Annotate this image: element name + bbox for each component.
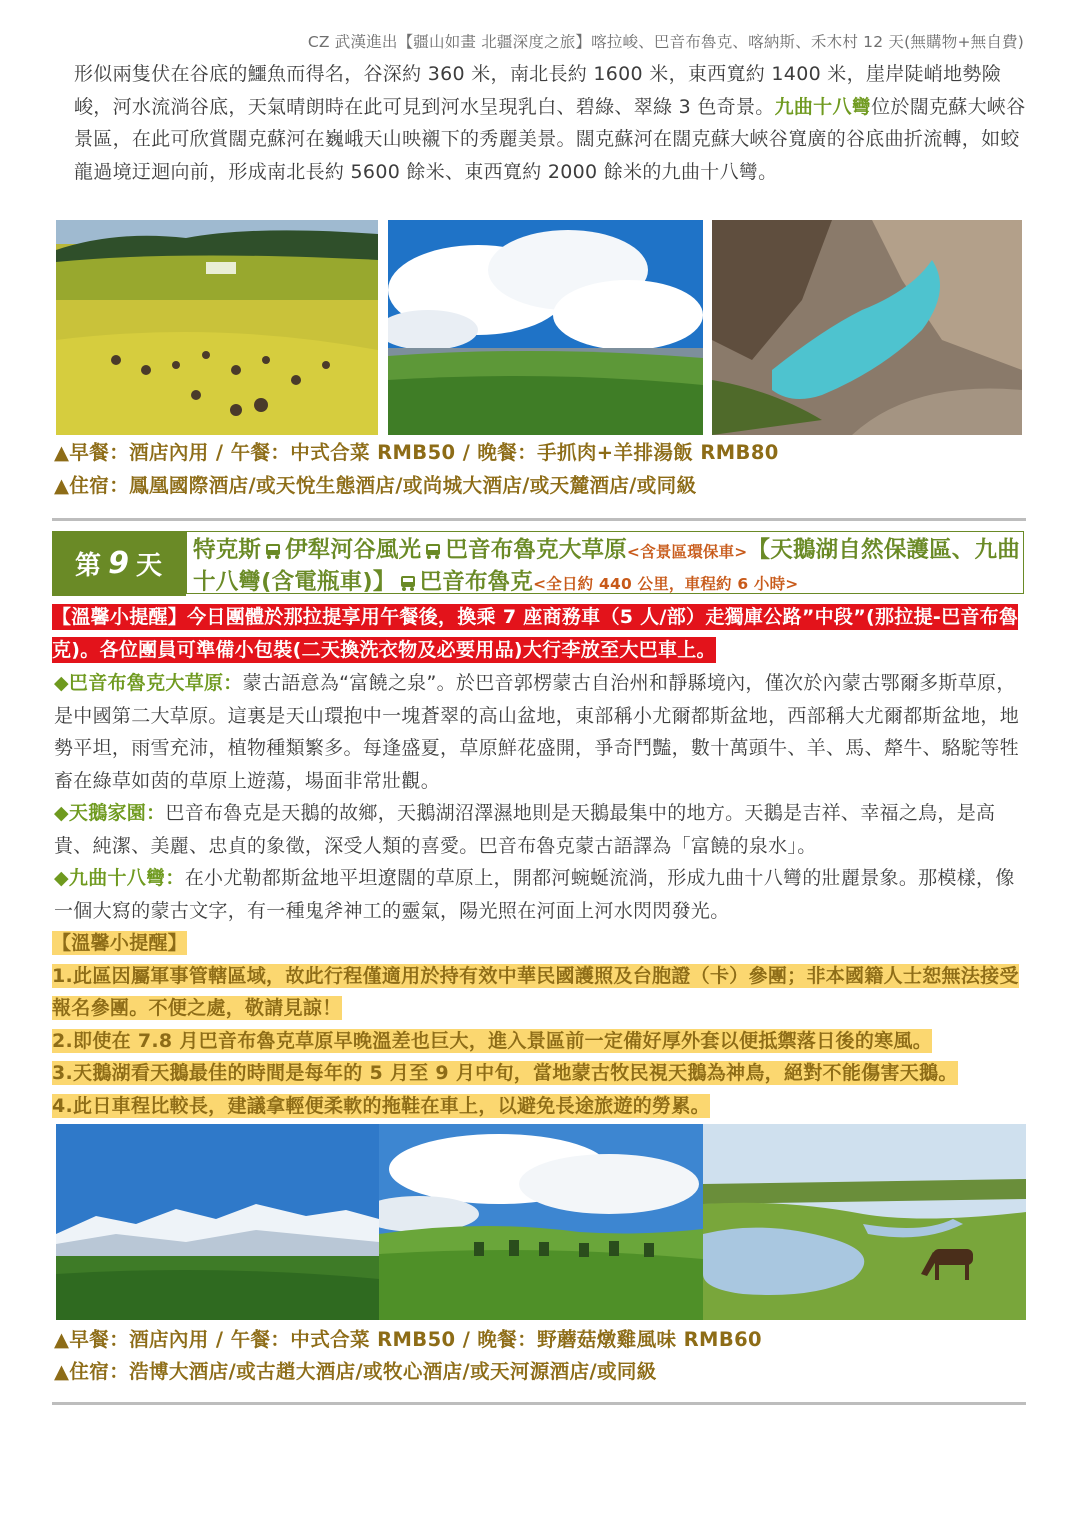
item-text: 蒙古語意為“富饒之泉”。於巴音郭楞蒙古自治州和靜縣境內，僅次於內蒙古鄂爾多斯草原，是中國第二大草原。這裏是天山環抱中一塊蒼翠的高山盆地，東部稱小尤爾都斯盆地，西部稱大尤爾都斯盆地，地勢平坦，雨雪充沛，植物種類繁多。每逢盛夏，草原鮮花盛開，爭奇鬥豔，數十萬頭牛、羊、馬、犛牛、駱駝等牲畜在綠草如茵的草原上遊蕩，場面非常壯觀。 [54,672,1020,792]
intro-paragraph [74,58,1029,188]
page-header: CZ 武漢進出【疆山如畫 北疆深度之旅】喀拉峻、巴音布魯克、喀納斯、禾木村 12 天(無購物+無自費) [307,33,1024,51]
intro-text-1: 形似兩隻伏在谷底的鱷魚而得名，谷深約 360 米，南北長約 1600 米，東西寬約 1400 米，崖岸陡峭地勢險峻，河水流淌谷底，天氣晴朗時在此可見到河水呈現乳白、碧綠、翠綠 3 色奇景。 [74,63,1002,118]
tip-1: 1.此區因屬軍事管轄區域，故此行程僅適用於持有效中華民國護照及台胞證（卡）參團；非本國籍人士恕無法接受報名參團。不便之處，敬請見諒！ [52,964,1019,1019]
day8-hotel-line: ▲住宿：鳳凰國際酒店/或天悅生態酒店/或尚城大酒店/或天麓酒店/或同級 [54,474,697,497]
bottom-photo-row [56,1124,1026,1320]
item-label: ◆天鵝家園： [54,802,166,824]
bus-icon [264,542,282,560]
day9-hotel-line: ▲住宿：浩博大酒店/或古趙大酒店/或牧心酒店/或天河源酒店/或同級 [54,1360,657,1383]
tip-4: 4.此日車程比較長，建議拿輕便柔軟的拖鞋在車上，以避免長途旅遊的勞累。 [52,1094,710,1117]
day-number: 9 [108,546,130,581]
item-bayanbulak-grassland [54,667,1029,797]
route-stop-5: 巴音布魯克 [419,569,534,595]
green-hills-clouds-photo [379,1124,703,1320]
day9-meal-line: ▲早餐：酒店內用 / 午餐：中式合菜 RMB50 / 晚餐：野蘑菇燉雞風味 RMB60 [54,1328,763,1351]
day9-reminder-text: 【溫馨小提醒】今日團體於那拉提享用午餐後，換乘 7 座商務車（5 人/部）走獨庫公路”中段”(那拉提-巴音布魯克)。各位團員可準備小包裝(二天換洗衣物及必要用品)大行李放至大巴車上。 [52,606,1019,661]
item-swan-home [54,797,1029,862]
day8-meal-line: ▲早餐：酒店內用 / 午餐：中式合菜 RMB50 / 晚餐：手抓肉+羊排湯飯 RMB80 [54,441,779,464]
river-wetland-horse-photo [703,1124,1026,1320]
tips-block [52,927,1027,1122]
blue-sky-clouds-photo [388,220,703,435]
item-text: 在小尤勒都斯盆地平坦遼闊的草原上，開都河蜿蜒流淌，形成九曲十八彎的壯麗景象。那模樣，像一個大寫的蒙古文字，有一種鬼斧神工的靈氣，陽光照在河面上河水閃閃發光。 [54,867,1015,922]
day-route-title [186,531,1024,594]
day-label-box [52,531,186,596]
item-text: 巴音布魯克是天鵝的故鄉，天鵝湖沼澤濕地則是天鵝最集中的地方。天鵝是吉祥、幸福之鳥，是高貴、純潔、美麗、忠貞的象徵，深受人類的喜愛。巴音布魯克蒙古語譯為「富饒的泉水」。 [54,802,996,857]
route-stop-4: 【天鵝湖自然保護區、九曲十八彎(含電瓶車)】 [193,537,1020,595]
bus-icon [424,542,442,560]
item-nine-bends [54,862,1029,927]
route-stop-5-note: <全日約 440 公里，車程約 6 小時> [533,575,799,593]
grassland-yellow-flowers-photo [56,220,378,435]
day9-reminder [52,601,1022,666]
tip-3: 3.天鵝湖看天鵝最佳的時間是每年的 5 月至 9 月中旬，當地蒙古牧民視天鵝為神鳥，絕對不能傷害天鵝。 [52,1062,958,1084]
bus-icon [399,574,417,592]
route-stop-3: 巴音布魯克大草原 [445,537,627,563]
day-label-prefix: 第 [75,551,103,581]
route-stop-1: 特克斯 [193,537,262,563]
day-label-suffix: 天 [135,551,163,581]
intro-text-2: 位於闊克蘇大峽谷景區，在此可欣賞闊克蘇河在巍峨天山映襯下的秀麗美景。闊克蘇河在闊克蘇大峽谷寬廣的谷底曲折流轉，如蛟龍過境迂迴向前，形成南北長約 5600 餘米、東西寬約 2000 餘米的九曲十八彎。 [74,95,1026,183]
item-label: ◆九曲十八彎： [54,867,185,889]
section-divider-bottom [52,1402,1026,1405]
item-label: ◆巴音布魯克大草原： [54,672,243,694]
route-stop-3-note: <含景區環保車> [626,543,748,561]
intro-highlight: 九曲十八彎 [774,95,872,118]
top-photo-row [56,220,1022,435]
snow-mountain-grassland-photo [56,1124,379,1320]
section-divider-top [52,518,1026,521]
route-stop-2: 伊犁河谷風光 [285,537,422,563]
tip-2: 2.即使在 7.8 月巴音布魯克草原早晚溫差也巨大，進入景區前一定備好厚外套以便抵禦落日後的寒風。 [52,1029,933,1052]
tips-title: 【溫馨小提醒】 [52,932,188,954]
canyon-river-photo [712,220,1022,435]
